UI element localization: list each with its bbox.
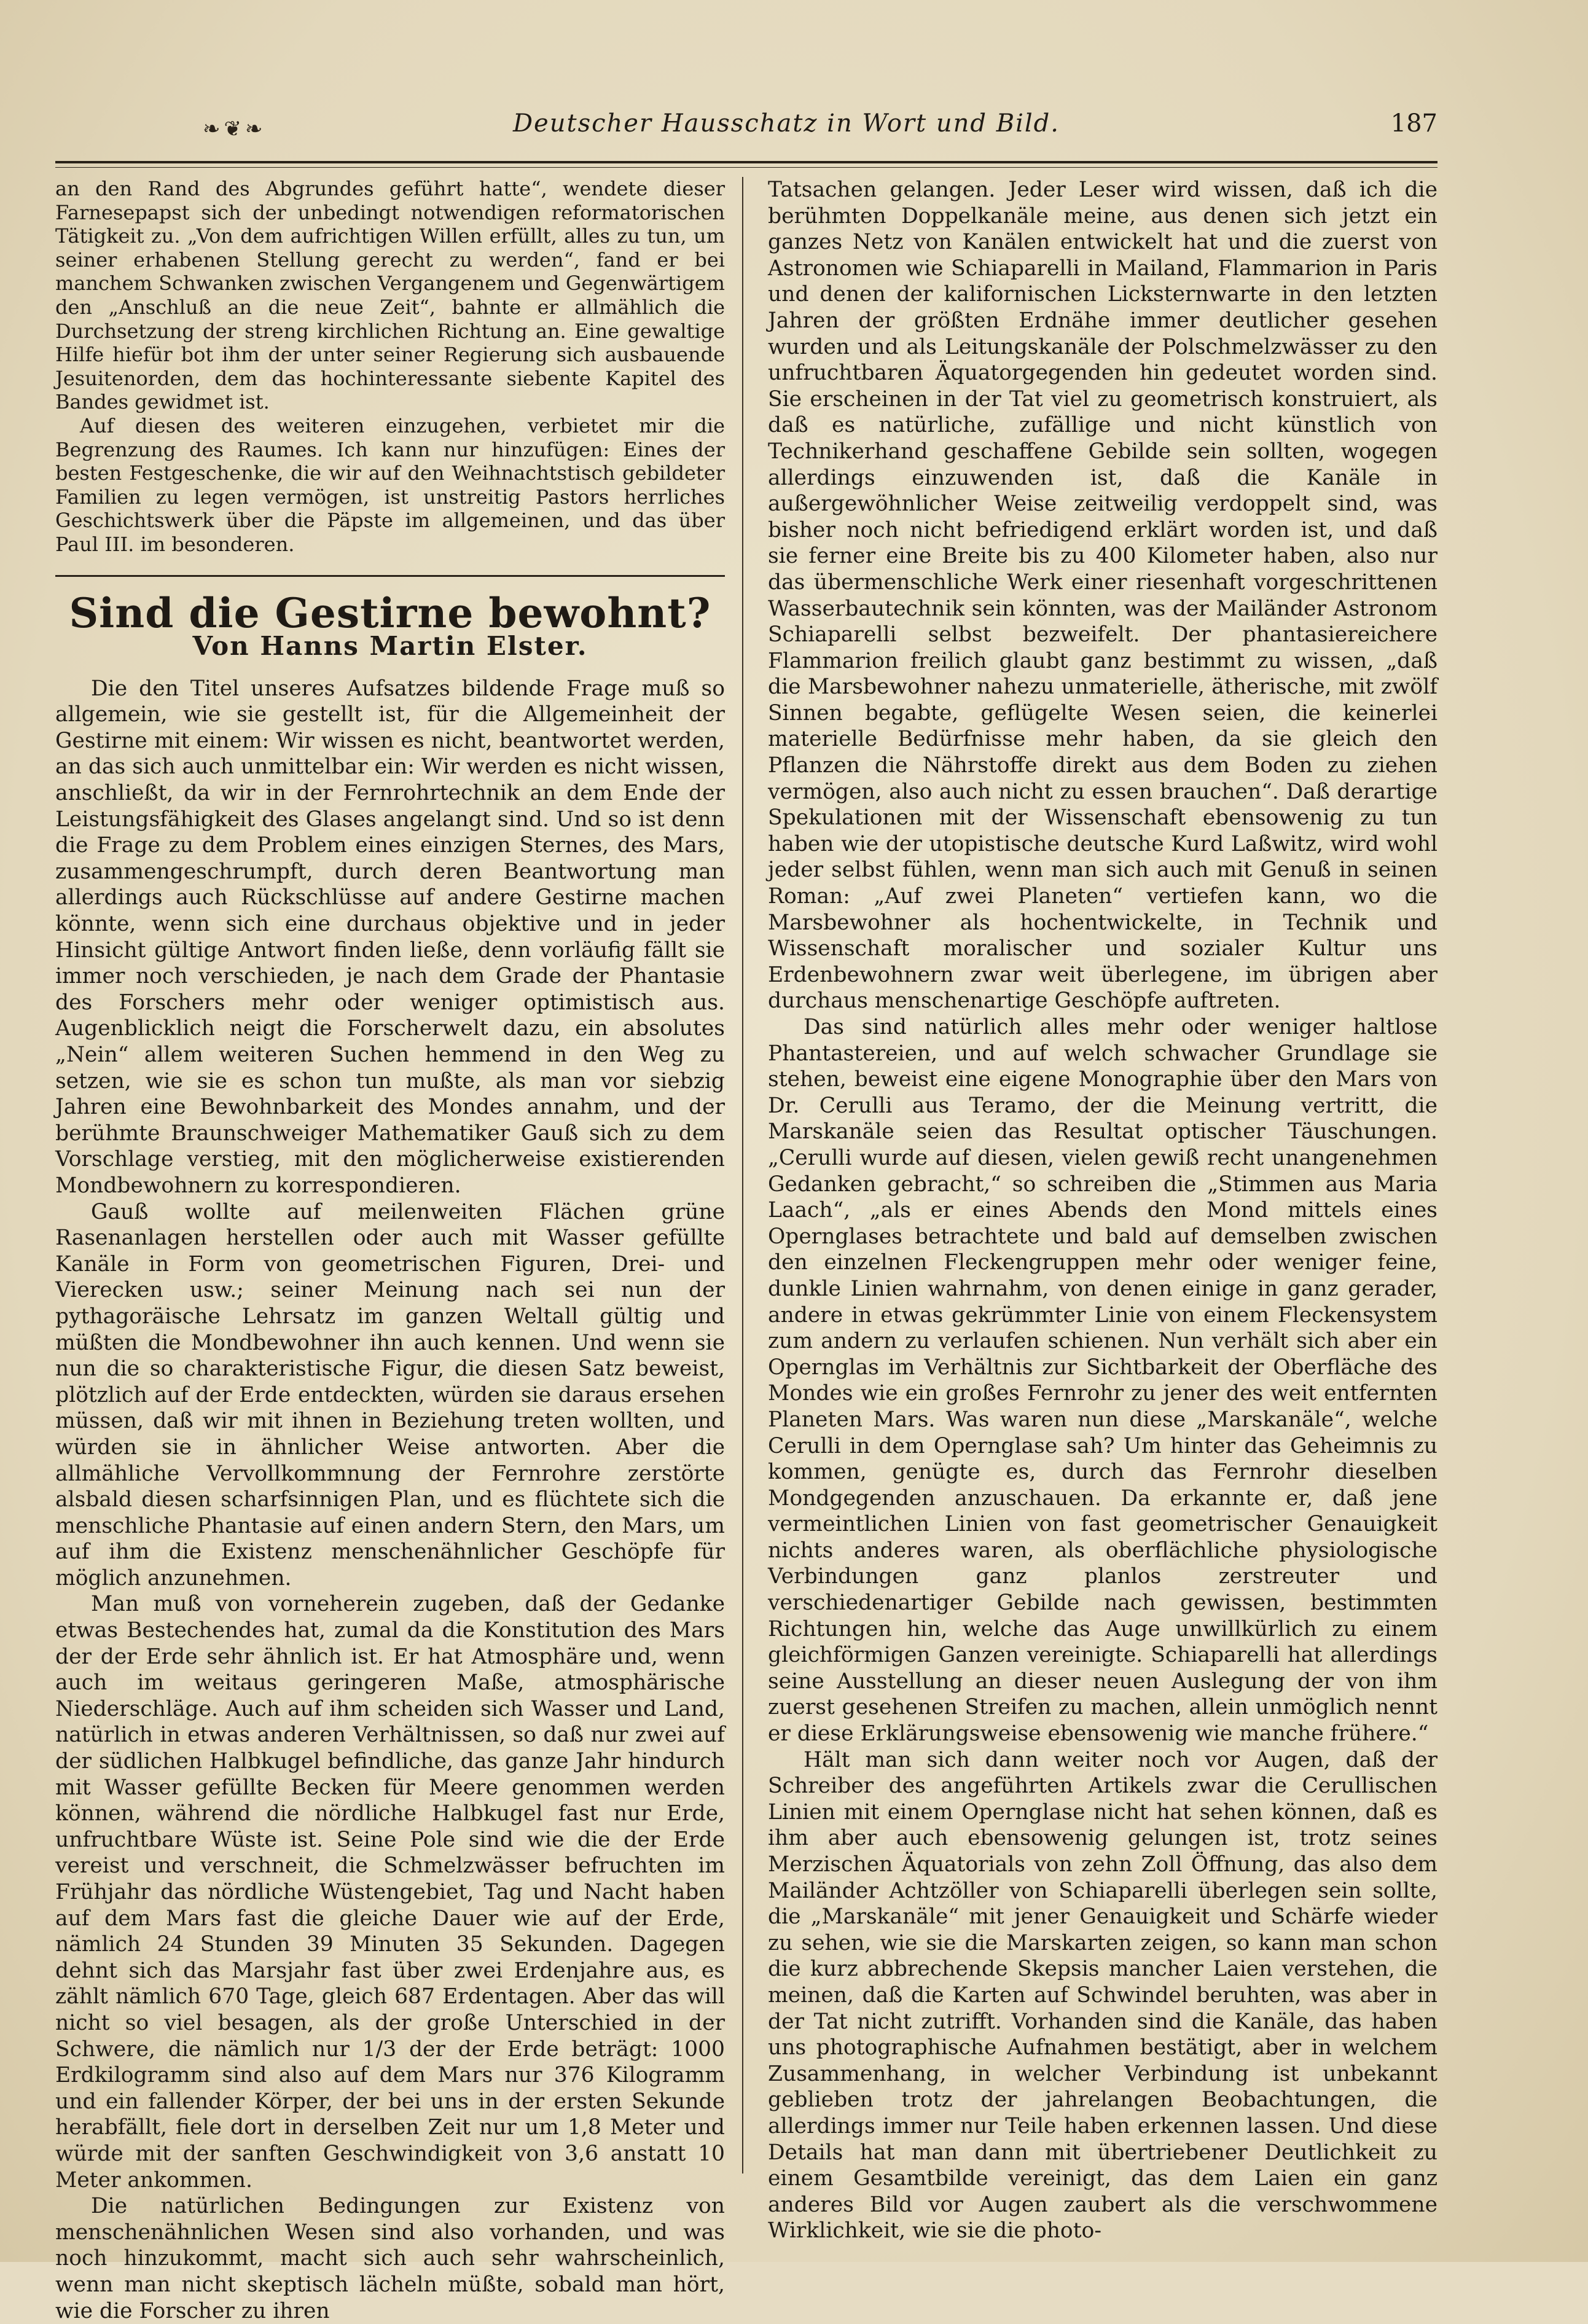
paragraph: Tatsachen gelangen. Jeder Leser wird wissen, daß ich die berühmten Doppelkanäle meine, aus denen sich jetzt ein ganzes Netz von Kanälen entwickelt hat und die zuerst von Astronomen wie Schiaparelli in Mailand, Flammarion in Paris und denen der kalifornischen Licksternwarte in den letzten Jahren der größten Erdnähe immer deutlicher gesehen wurden und als Leitungskanäle der Polschmelzwässer zu den unfruchtbaren Äquatorgegenden hin gedeutet worden sind. Sie erscheinen in der Tat viel zu geometrisch konstruiert, als daß es natürliche, zufällige und nicht künstlich von Technikerhand geschaffene Gebilde sein sollten, wogegen allerdings einzuwenden ist, daß die Kanäle in außergewöhnlicher Weise zeitweilig verdoppelt sind, was bisher noch nicht befriedigend erklärt worden ist, und daß sie ferner eine Breite bis zu 400 Kilometer haben, also nur das übermenschliche Werk einer riesenhaft vorgeschrittenen Wasserbautechnik sein könnten, was der Mailänder Astronom Schiaparelli selbst bezweifelt. Der phantasiereichere Flammarion freilich glaubt ganz bestimmt zu wissen, „daß die Marsbewohner nahezu unmaterielle, ätherische, mit zwölf Sinnen begabte, geflügelte Wesen seien, die keinerlei materielle Bedürfnisse mehr haben, da sie gleich den Pflanzen die Nährstoffe direkt aus dem Boden zu ziehen vermögen, also auch nicht zu essen brauchen“. Daß derartige Spekulationen mit der Wissenschaft ebensowenig zu tun haben wie der utopistische deutsche Kurd Laßwitz, wird wohl jeder selbst fühlen, wenn man sich auch mit Genuß in seinen Roman: „Auf zwei Planeten“ vertiefen kann, wo die Marsbewohner als hochentwickelte, in Technik und Wissenschaft moralischer und sozialer Kultur uns Erdenbewohnern zwar weit überlegene, im übrigen aber durchaus menschenartige Geschöpfe auftreten. <box>768 178 1437 1014</box>
paragraph: Auf diesen des weiteren einzugehen, verbietet mir die Begrenzung des Raumes. Ich kann nur hinzufügen: Eines der besten Festgeschenke, die wir auf den Weihnachtstisch gebildeter Familien zu legen vermögen, ist unstreitig Pastors herrliches Geschichtswerk über die Päpste im allgemeinen, und das über Paul III. im besonderen. <box>55 413 725 556</box>
article-separator-rule <box>55 575 725 577</box>
header-title: Deutscher Hausschatz in Wort und Bild. <box>512 109 1060 138</box>
header-ornament-left-icon: ❧❦❧ <box>203 117 267 141</box>
article-author: Von Hanns Martin Elster. <box>192 631 588 662</box>
running-header <box>203 109 1437 152</box>
paragraph: Die den Titel unseres Aufsatzes bildende Frage muß so allgemein, wie sie gestellt ist, für die Allgemeinheit der Gestirne mit einem: Wir wissen es nicht, beantwortet werden, an das sich auch unmittelbar ein: Wir werden es nicht wissen, anschließt, da wir in der Fernrohrtechnik an dem Ende der Leistungsfähigkeit des Glases angelangt sind. Und so ist denn die Frage zu dem Problem eines einzigen Sternes, des Mars, zusammengeschrumpft, durch deren Beantwortung man allerdings auch Rückschlüsse auf andere Gestirne machen könnte, wenn sich eine durchaus objektive und in jeder Hinsicht gültige Antwort finden ließe, denn vorläufig fällt sie immer noch verschieden, je nach dem Grade der Phantasie des Forschers mehr oder weniger optimistisch aus. Augenblicklich neigt die Forscherwelt dazu, ein absolutes „Nein“ allem weiteren Suchen hemmend in den Weg zu setzen, wie sie es schon tun mußte, als man vor siebzig Jahren eine Bewohnbarkeit des Mondes annahm, und der berühmte Braunschweiger Mathematiker Gauß sich zu dem Vorschlage verstieg, mit den möglicherweise existierenden Mondbewohnern zu korrespondieren. <box>55 676 725 1198</box>
paragraph: Das sind natürlich alles mehr oder weniger haltlose Phantastereien, und auf welch schwacher Grundlage sie stehen, beweist eine eigene Monographie über den Mars von Dr. Cerulli aus Teramo, der die Meinung vertritt, die Marskanäle seien das Resultat optischer Täuschungen. „Cerulli wurde auf diesen, vielen gewiß recht unangenehmen Gedanken gebracht,“ so schreiben die „Stimmen aus Maria Laach“, „als er eines Abends den Mond mittels eines Opernglases betrachtete und bald auf demselben zwischen den einzelnen Fleckengruppen mehr oder weniger feine, dunkle Linien wahrnahm, von denen einige in ganz gerader, andere in etwas gekrümmter Linie von einem Fleckensystem zum andern zu verlaufen schienen. Nun verhält sich aber ein Opernglas im Verhältnis zur Sichtbarkeit der Oberfläche des Mondes wie ein großes Fernrohr zu jener des weit entfernten Planeten Mars. Was waren nun diese „Marskanäle“, welche Cerulli in dem Opernglase sah? Um hinter das Geheimnis zu kommen, genügte es, durch das Fernrohr dieselben Mondgegenden anzuschauen. Da erkannte er, daß jene vermeintlichen Linien von fast geometrischer Genauigkeit nichts anderes waren, als oberflächliche physiologische Verbindungen ganz planlos zerstreuter und verschiedenartiger Gebilde nach gewissen, bestimmten Richtungen hin, welche das Auge unwillkürlich zu einem gleichförmigen Ganzen vereinigte. Schiaparelli hat allerdings seine Ausstellung an dieser neuen Auslegung der von ihm zuerst gesehenen Streifen zu machen, allein unmöglich nennt er diese Erklärungsweise ebensowenig wie manche frühere.“ <box>768 1015 1437 1747</box>
page-number: 187 <box>1390 109 1437 138</box>
right-column <box>768 177 1437 2244</box>
paragraph: Die natürlichen Bedingungen zur Existenz von menschenähnlichen Wesen sind also vorhanden, und was noch hinzukommt, macht sich auch sehr wahrscheinlich, wenn man nicht skeptisch lächeln müßte, sobald man hört, wie die Forscher zu ihren <box>55 2194 725 2323</box>
paragraph: Gauß wollte auf meilenweiten Flächen grüne Rasenanlagen herstellen oder auch mit Wasser gefüllte Kanäle in Form von geometrischen Figuren, Drei- und Vierecken usw.; seiner Meinung nach sei nun der pythagoräische Lehrsatz im ganzen Weltall gültig und müßten die Mondbewohner ihn auch kennen. Und wenn sie nun die so charakteristische Figur, die diesen Satz beweist, plötzlich auf der Erde entdeckten, würden sie daraus ersehen müssen, daß wir mit ihnen in Beziehung treten wollten, und würden sie in ähnlicher Weise antworten. Aber die allmähliche Vervollkommnung der Fernrohre zerstörte alsbald diesen scharfsinnigen Plan, und es flüchtete sich die menschliche Phantasie auf einen andern Stern, den Mars, um auf ihm die Existenz menschenähnlicher Geschöpfe für möglich anzunehmen. <box>55 1199 725 1590</box>
header-rule-thin <box>55 167 1437 168</box>
left-column <box>55 177 725 2324</box>
paragraph: Hält man sich dann weiter noch vor Augen, daß der Schreiber des angeführten Artikels zwar die Cerullischen Linien mit einem Opernglase nicht hat sehen können, daß es ihm aber auch ebensowenig gelungen ist, trotz seines Merzischen Äquatorials von zehn Zoll Öffnung, das also dem Mailänder Achtzöller von Schiaparelli überlegen sein sollte, die „Marskanäle“ mit jener Genauigkeit und Schärfe wieder zu sehen, wie sie die Marskarten zeigen, so kann man schon die kurz abbrechende Skepsis mancher Laien verstehen, die meinen, daß die Karten auf Schwindel beruhten, was aber in der Tat nicht zutrifft. Vorhanden sind die Kanäle, das haben uns photographische Aufnahmen bestätigt, aber in welchem Zusammenhang, in welcher Verbindung ist unbekannt geblieben trotz der jahrelangen Beobachtungen, die allerdings immer nur Teile haben erkennen lassen. Und diese Details hat man dann mit übertriebener Deutlichkeit zu einem Gesamtbilde vereinigt, das dem Laien ein ganz anderes Bild vor Augen zaubert als die verschwommene Wirklichkeit, wie sie die photo- <box>768 1747 1437 2244</box>
article-title: Sind die Gestirne bewohnt? <box>69 589 711 637</box>
paragraph: Man muß von vorneherein zugeben, daß der Gedanke etwas Bestechendes hat, zumal da die Konstitution des Mars der der Erde sehr ähnlich ist. Er hat Atmosphäre und, wenn auch im weitaus geringeren Maße, atmosphärische Niederschläge. Auch auf ihm scheiden sich Wasser und Land, natürlich in etwas anderen Verhältnissen, so daß nur zwei auf der südlichen Halbkugel befindliche, das ganze Jahr hindurch mit Wasser gefüllte Becken für Meere genommen werden können, während die nördliche Halbkugel fast nur Erde, unfruchtbare Wüste ist. Seine Pole sind wie die der Erde vereist und verschneit, die Schmelzwässer befruchten im Frühjahr das nördliche Wüstengebiet, Tag und Nacht haben auf dem Mars fast die gleiche Dauer wie auf der Erde, nämlich 24 Stunden 39 Minuten 35 Sekunden. Dagegen dehnt sich das Marsjahr fast über zwei Erdenjahre aus, es zählt nämlich 670 Tage, gleich 687 Erdentagen. Aber das will nicht so viel besagen, als der große Unterschied in der Schwere, die nämlich nur 1/3 der der Erde beträgt: 1000 Erdkilogramm sind also auf dem Mars nur 376 Kilogramm und ein fallender Körper, der bei uns in der ersten Sekunde herabfällt, fiele dort in derselben Zeit nur um 1,8 Meter und würde mit der sanften Geschwindigkeit von 3,6 anstatt 10 Meter ankommen. <box>55 1592 725 2193</box>
header-rule <box>55 161 1437 163</box>
previous-article-end <box>55 177 725 557</box>
paragraph: an den Rand des Abgrundes geführt hatte“, wendete dieser Farnesepapst sich der unbedingt notwendigen reformatorischen Tätigkeit zu. „Von dem aufrichtigen Willen erfüllt, alles zu tun, um seiner erhabenen Stellung gerecht zu werden“, fand er bei manchem Schwanken zwischen Vergangenem und Gegenwärtigem den „Anschluß an die neue Zeit“, bahnte er allmählich die Durchsetzung der streng kirchlichen Richtung an. Eine gewaltige Hilfe hiefür bot ihm der unter seiner Regierung sich ausbauende Jesuitenorden, dem das hochinteressante siebente Kapitel des Bandes gewidmet ist. <box>55 177 725 414</box>
column-divider <box>742 177 743 2173</box>
